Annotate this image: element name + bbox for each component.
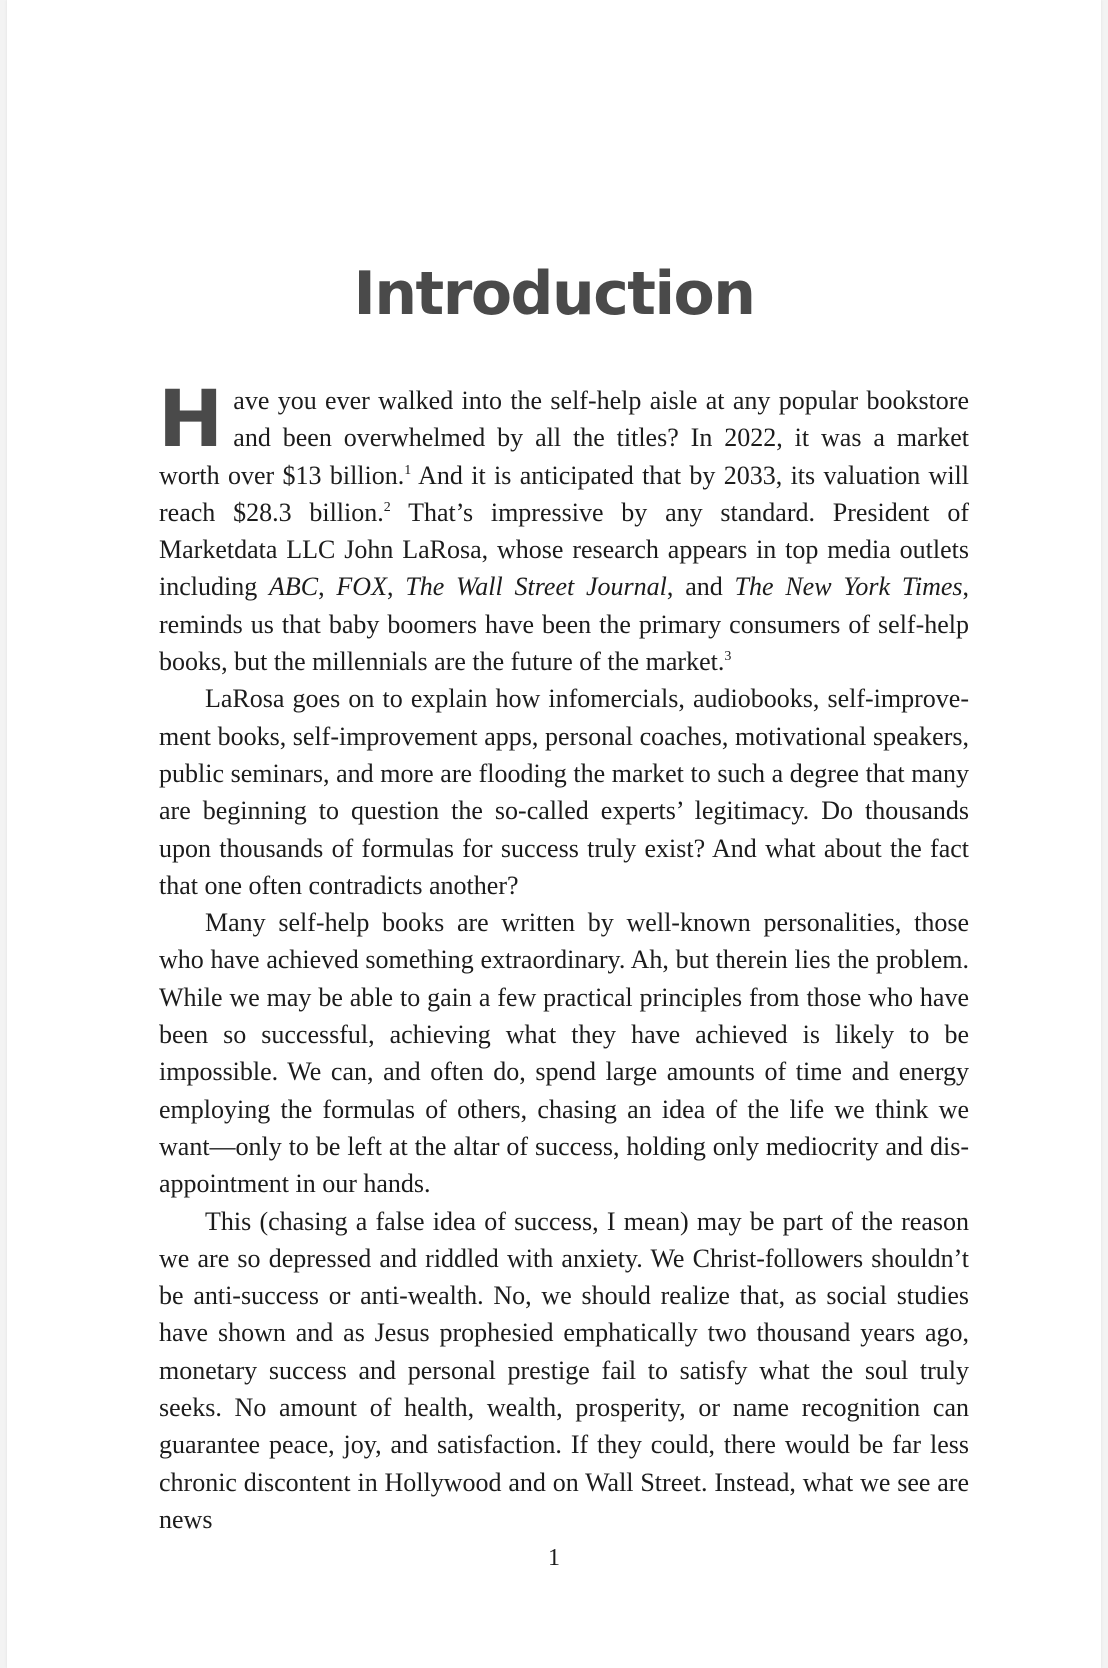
italic-nyt: The New York Times: [734, 572, 963, 602]
paragraph-1: [158, 375, 970, 680]
body-text: [158, 375, 970, 1538]
p1-text-5: ,: [386, 572, 406, 602]
footnote-ref-1: 1: [404, 462, 412, 478]
paragraph-3: Many self-help books are written by well-known personalities, those who have achieved something extraordinary. Ah, but therein lies the problem. While we may be able to gain a few practical principles from those who have been so successful, achieving what they have achieved is likely to be impossible. We can, and often do, spend large amounts of time and energy employing the formulas of others, chasing an idea of the life we think we want—only to be left at the altar of success, holding only mediocrity and disappointment in our hands.: [159, 908, 969, 1199]
p1-text-7: , reminds us that baby boomers have been the primary consumers of self-help books, but the millennials are the future of the market.: [159, 572, 970, 677]
book-page: [7, 0, 1101, 1668]
p1-text-4: ,: [318, 572, 337, 602]
footnote-ref-3: 3: [724, 649, 732, 665]
paragraph-2: LaRosa goes on to explain how infomercials, audiobooks, self-improvement books, self-improvement apps, personal coaches, motivational speakers, public seminars, and more are flooding the market to such a degree that many are beginning to question the so-called experts’ legitimacy. Do thousands upon thousands of formulas for success truly exist? And what about the fact that one often contradicts another?: [159, 684, 969, 900]
italic-abc: ABC: [269, 572, 319, 602]
p1-text-3: That’s impressive by any standard. President of Marketdata LLC John LaRosa, whose research appears in top media outlets including: [159, 497, 969, 602]
paragraph-4: This (chasing a false idea of success, I mean) may be part of the reason we are so depressed and riddled with anxiety. We Christ-followers shouldn’t be anti-success or anti-wealth. No, we should realize that, as social studies have shown and as Jesus prophesied emphatically two thousand years ago, monetary success and personal prestige fail to satisfy what the soul truly seeks. No amount of health, wealth, prosperity, or name recognition can guarantee peace, joy, and satisfaction. If they could, there would be far less chronic discontent in Hollywood and on Wall Street. Instead, what we see are news: [159, 1206, 969, 1534]
drop-cap: H: [158, 375, 224, 465]
italic-wsj: The Wall Street Journal: [405, 572, 667, 602]
chapter-title: Introduction: [353, 259, 755, 329]
p1-text-6: , and: [666, 572, 735, 602]
italic-fox: FOX: [336, 572, 387, 602]
footnote-ref-2: 2: [383, 499, 391, 515]
p1-text-2: And it is anticipated that by 2033, its valuation will reach $28.3 billion.: [159, 460, 969, 527]
p1-text-1: ave you ever walked into the self-help aisle at any popular bookstore and been overwhelmed by all the titles? In 2022, it was a market worth over $13 billion.: [159, 386, 969, 490]
page-number: 1: [548, 1545, 560, 1571]
